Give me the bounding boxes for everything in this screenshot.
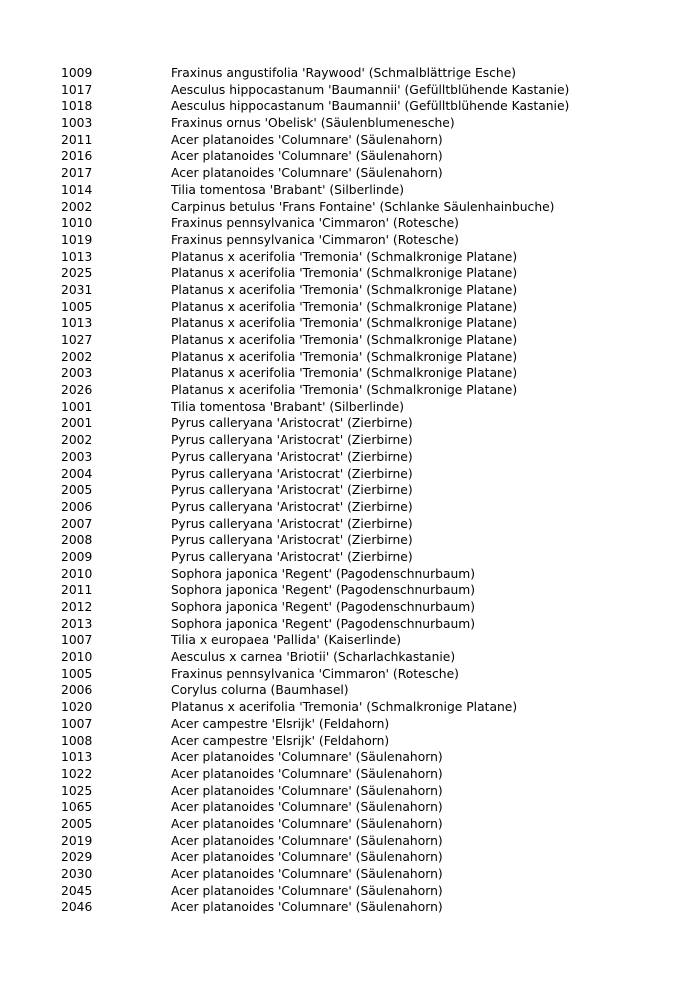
tree-number: 2029 — [61, 850, 93, 865]
tree-number: 1013 — [61, 316, 93, 331]
tree-number: 1010 — [61, 216, 93, 231]
tree-species: Pyrus calleryana 'Aristocrat' (Zierbirne) — [171, 516, 413, 531]
tree-number: 2005 — [61, 816, 93, 831]
tree-species: Tilia x europaea 'Pallida' (Kaiserlinde) — [171, 633, 402, 648]
tree-species: Platanus x acerifolia 'Tremonia' (Schmalkronige Platane) — [171, 282, 518, 297]
tree-species: Platanus x acerifolia 'Tremonia' (Schmalkronige Platane) — [171, 316, 518, 331]
tree-number: 2025 — [61, 266, 93, 281]
tree-number: 2019 — [61, 833, 93, 848]
tree-species: Acer platanoides 'Columnare' (Säulenahorn) — [171, 867, 443, 881]
tree-species: Acer platanoides 'Columnare' (Säulenahorn) — [171, 850, 443, 865]
tree-number: 1025 — [61, 783, 93, 798]
tree-number: 1017 — [61, 82, 93, 97]
tree-number: 1014 — [61, 182, 93, 197]
tree-number: 1013 — [61, 750, 93, 765]
tree-number: 1008 — [61, 733, 93, 748]
tree-species: Sophora japonica 'Regent' (Pagodenschnurbaum) — [171, 600, 476, 614]
tree-species: Carpinus betulus 'Frans Fontaine' (Schlanke Säulenhainbuche) — [171, 199, 555, 214]
tree-species: Acer platanoides 'Columnare' (Säulenahorn) — [171, 783, 443, 798]
tree-number: 1022 — [61, 766, 93, 781]
tree-species: Pyrus calleryana 'Aristocrat' (Zierbirne) — [171, 449, 413, 464]
tree-species: Acer platanoides 'Columnare' (Säulenahorn) — [171, 833, 443, 848]
tree-number: 2006 — [61, 683, 93, 698]
tree-species: Fraxinus pennsylvanica 'Cimmaron' (Rotesche) — [171, 216, 459, 231]
tree-species: Pyrus calleryana 'Aristocrat' (Zierbirne) — [171, 433, 413, 448]
tree-species: Acer platanoides 'Columnare' (Säulenahorn) — [171, 132, 443, 147]
tree-species: Pyrus calleryana 'Aristocrat' (Zierbirne) — [171, 499, 413, 514]
tree-species: Acer platanoides 'Columnare' (Säulenahorn) — [171, 750, 443, 765]
tree-number: 2002 — [61, 349, 93, 364]
tree-number: 2016 — [61, 149, 93, 164]
tree-species: Platanus x acerifolia 'Tremonia' (Schmalkronige Platane) — [171, 266, 518, 281]
tree-species: Acer platanoides 'Columnare' (Säulenahorn) — [171, 800, 443, 815]
tree-species: Fraxinus pennsylvanica 'Cimmaron' (Rotesche) — [171, 666, 459, 681]
tree-number: 2004 — [61, 466, 93, 481]
tree-number: 2006 — [61, 499, 93, 514]
tree-species: Platanus x acerifolia 'Tremonia' (Schmalkronige Platane) — [171, 383, 518, 398]
tree-number: 2012 — [61, 600, 93, 614]
tree-species: Acer campestre 'Elsrijk' (Feldahorn) — [171, 733, 390, 748]
tree-species: Aesculus x carnea 'Briotii' (Scharlachkastanie) — [171, 650, 456, 665]
tree-number: 1003 — [61, 116, 93, 131]
tree-number: 2001 — [61, 416, 93, 431]
tree-species: Sophora japonica 'Regent' (Pagodenschnurbaum) — [171, 616, 476, 631]
tree-species: Acer platanoides 'Columnare' (Säulenahorn) — [171, 816, 443, 831]
tree-species: Acer platanoides 'Columnare' (Säulenahorn) — [171, 883, 443, 898]
tree-number: 2007 — [61, 516, 93, 531]
tree-species: Acer platanoides 'Columnare' (Säulenahorn) — [171, 166, 443, 181]
tree-number: 1019 — [61, 232, 93, 247]
tree-species: Platanus x acerifolia 'Tremonia' (Schmalkronige Platane) — [171, 700, 518, 715]
tree-species: Fraxinus angustifolia 'Raywood' (Schmalblättrige Esche) — [171, 66, 517, 80]
tree-number: 2011 — [61, 583, 93, 598]
tree-species: Platanus x acerifolia 'Tremonia' (Schmalkronige Platane) — [171, 366, 518, 381]
tree-species: Acer platanoides 'Columnare' (Säulenahorn) — [171, 149, 443, 164]
tree-number: 2002 — [61, 433, 93, 448]
tree-number: 2005 — [61, 483, 93, 498]
tree-species: Acer platanoides 'Columnare' (Säulenahorn) — [171, 766, 443, 781]
tree-species: Pyrus calleryana 'Aristocrat' (Zierbirne) — [171, 483, 413, 498]
tree-number: 1065 — [61, 800, 93, 815]
tree-number: 2008 — [61, 533, 93, 548]
tree-number: 1001 — [61, 399, 93, 414]
tree-number: 2010 — [61, 650, 93, 665]
tree-species: Acer campestre 'Elsrijk' (Feldahorn) — [171, 716, 390, 731]
tree-species: Aesculus hippocastanum 'Baumannii' (Gefülltblühende Kastanie) — [171, 99, 570, 114]
tree-number: 1018 — [61, 99, 93, 114]
tree-number: 2011 — [61, 132, 93, 147]
tree-species: Platanus x acerifolia 'Tremonia' (Schmalkronige Platane) — [171, 299, 518, 314]
tree-species: Fraxinus ornus 'Obelisk' (Säulenblumenesche) — [171, 116, 455, 131]
tree-number: 1009 — [61, 66, 93, 80]
tree-number: 2013 — [61, 616, 93, 631]
tree-species: Tilia tomentosa 'Brabant' (Silberlinde) — [171, 182, 405, 197]
tree-species: Platanus x acerifolia 'Tremonia' (Schmalkronige Platane) — [171, 349, 518, 364]
tree-number: 1007 — [61, 716, 93, 731]
tree-number: 2046 — [61, 900, 93, 915]
tree-species: Tilia tomentosa 'Brabant' (Silberlinde) — [171, 399, 405, 414]
tree-species: Corylus colurna (Baumhasel) — [171, 683, 349, 698]
tree-number: 2031 — [61, 282, 93, 297]
tree-species: Platanus x acerifolia 'Tremonia' (Schmalkronige Platane) — [171, 249, 518, 264]
tree-species: Platanus x acerifolia 'Tremonia' (Schmalkronige Platane) — [171, 333, 518, 347]
tree-number: 2017 — [61, 166, 93, 181]
tree-species: Aesculus hippocastanum 'Baumannii' (Gefülltblühende Kastanie) — [171, 82, 570, 97]
tree-species: Sophora japonica 'Regent' (Pagodenschnurbaum) — [171, 566, 476, 581]
tree-number: 2026 — [61, 383, 93, 398]
tree-number: 1005 — [61, 666, 93, 681]
tree-number: 2010 — [61, 566, 93, 581]
tree-number: 1007 — [61, 633, 93, 648]
tree-species: Sophora japonica 'Regent' (Pagodenschnurbaum) — [171, 583, 476, 598]
tree-species: Pyrus calleryana 'Aristocrat' (Zierbirne) — [171, 416, 413, 431]
tree-number: 1005 — [61, 299, 93, 314]
tree-number: 1020 — [61, 700, 93, 715]
tree-species: Pyrus calleryana 'Aristocrat' (Zierbirne) — [171, 466, 413, 481]
tree-species: Pyrus calleryana 'Aristocrat' (Zierbirne) — [171, 533, 413, 548]
tree-species: Fraxinus pennsylvanica 'Cimmaron' (Rotesche) — [171, 232, 459, 247]
tree-number: 2003 — [61, 449, 93, 464]
tree-number: 2045 — [61, 883, 93, 898]
tree-number: 2009 — [61, 549, 93, 564]
tree-number: 1013 — [61, 249, 93, 264]
tree-number: 2003 — [61, 366, 93, 381]
tree-number: 2002 — [61, 199, 93, 214]
tree-species: Pyrus calleryana 'Aristocrat' (Zierbirne) — [171, 549, 413, 564]
tree-number: 2030 — [61, 867, 93, 881]
tree-species: Acer platanoides 'Columnare' (Säulenahorn) — [171, 900, 443, 915]
tree-number: 1027 — [61, 333, 93, 347]
